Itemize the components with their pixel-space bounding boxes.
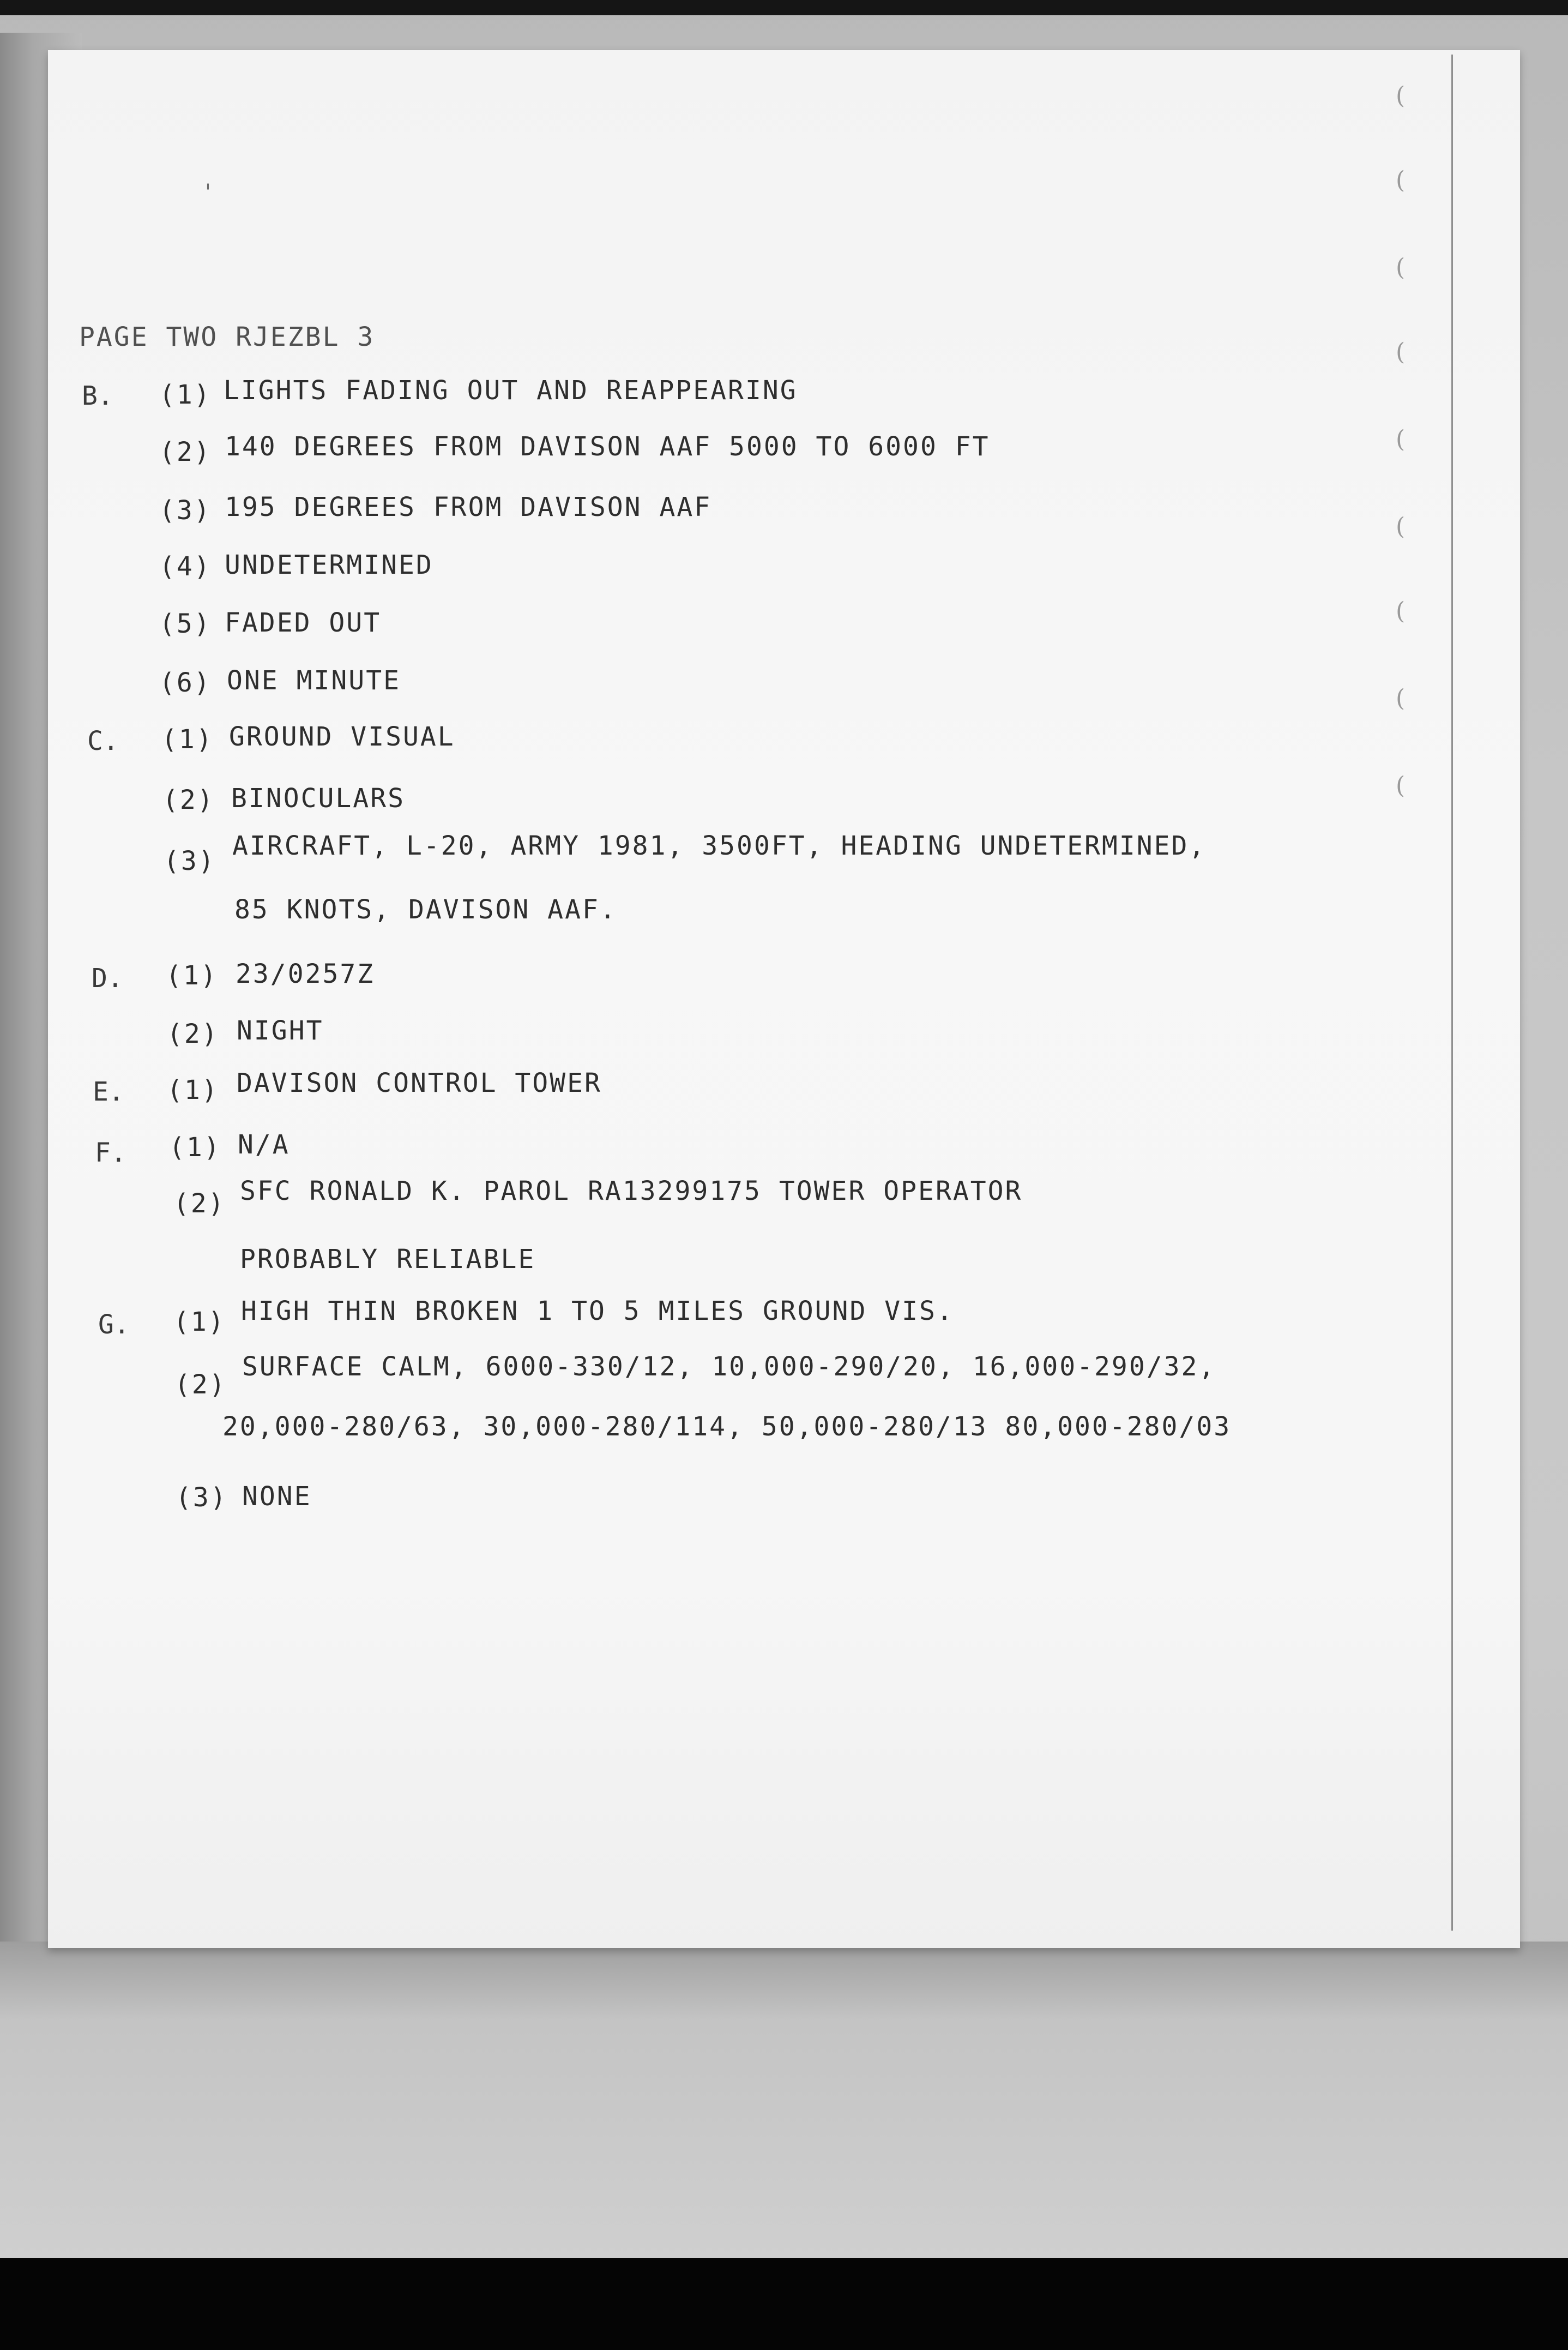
margin-mark: ( xyxy=(1396,82,1406,110)
margin-mark: ( xyxy=(1396,338,1406,366)
item-f2-number: (2) xyxy=(173,1188,226,1219)
section-letter-g: G. xyxy=(98,1309,130,1340)
item-g3-number: (3) xyxy=(176,1482,228,1513)
section-letter-f: F. xyxy=(95,1138,126,1168)
item-c3-text: AIRCRAFT, L-20, ARMY 1981, 3500FT, HEADING UNDETERMINED, xyxy=(232,831,1207,861)
item-g2-number: (2) xyxy=(174,1369,227,1400)
stray-pencil-mark: ' xyxy=(205,180,211,205)
item-b3-number: (3) xyxy=(159,495,212,526)
film-border-bottom xyxy=(0,2258,1568,2350)
margin-mark: ( xyxy=(1396,597,1406,625)
item-f2-continuation: PROBABLY RELIABLE xyxy=(240,1244,536,1275)
item-d2-number: (2) xyxy=(167,1019,219,1049)
item-c1-number: (1) xyxy=(161,724,214,755)
item-b2-number: (2) xyxy=(159,437,212,467)
margin-mark: ( xyxy=(1396,425,1406,453)
item-f2-text: SFC RONALD K. PAROL RA13299175 TOWER OPERATOR xyxy=(240,1176,1023,1206)
item-g1-number: (1) xyxy=(173,1307,226,1337)
item-b5-text: FADED OUT xyxy=(225,608,382,638)
item-c3-number: (3) xyxy=(164,846,216,876)
film-surround-bottom xyxy=(0,1942,1568,2258)
item-c3-continuation: 85 KNOTS, DAVISON AAF. xyxy=(234,894,617,925)
item-b1-text: LIGHTS FADING OUT AND REAPPEARING xyxy=(224,375,798,406)
margin-mark: ( xyxy=(1396,772,1406,800)
page-margin-rule xyxy=(1451,55,1453,1931)
item-b5-number: (5) xyxy=(159,609,212,639)
section-letter-e: E. xyxy=(93,1077,124,1107)
item-g2-text: SURFACE CALM, 6000-330/12, 10,000-290/20, 16,000-290/32, xyxy=(242,1351,1216,1382)
item-b3-text: 195 DEGREES FROM DAVISON AAF xyxy=(225,492,712,522)
item-d1-text: 23/0257Z xyxy=(236,959,375,989)
item-e1-text: DAVISON CONTROL TOWER xyxy=(237,1068,602,1098)
section-letter-b: B. xyxy=(82,381,113,411)
item-b1-number: (1) xyxy=(159,380,212,410)
section-letter-d: D. xyxy=(92,963,123,994)
item-f1-text: N/A xyxy=(238,1129,290,1160)
item-b2-text: 140 DEGREES FROM DAVISON AAF 5000 TO 6000 FT xyxy=(225,431,990,462)
film-border-top xyxy=(0,0,1568,15)
item-c2-text: BINOCULARS xyxy=(231,783,405,814)
item-g2-continuation: 20,000-280/63, 30,000-280/114, 50,000-280/13 80,000-280/03 xyxy=(222,1411,1232,1442)
item-g1-text: HIGH THIN BROKEN 1 TO 5 MILES GROUND VIS. xyxy=(241,1296,954,1326)
margin-mark: ( xyxy=(1396,513,1406,540)
item-c2-number: (2) xyxy=(162,785,215,815)
item-b6-text: ONE MINUTE xyxy=(227,665,401,696)
margin-mark: ( xyxy=(1396,166,1406,194)
margin-mark: ( xyxy=(1396,684,1406,712)
item-b6-number: (6) xyxy=(159,668,212,698)
item-g3-text: NONE xyxy=(242,1481,312,1512)
item-e1-number: (1) xyxy=(167,1075,219,1105)
page-header: PAGE TWO RJEZBL 3 xyxy=(79,322,375,352)
item-b4-text: UNDETERMINED xyxy=(225,550,433,580)
margin-mark: ( xyxy=(1396,254,1406,281)
item-c1-text: GROUND VISUAL xyxy=(229,722,455,752)
item-d1-number: (1) xyxy=(166,960,218,991)
item-b4-number: (4) xyxy=(159,551,212,582)
section-letter-c: C. xyxy=(87,726,119,756)
item-d2-text: NIGHT xyxy=(237,1015,324,1046)
item-f1-number: (1) xyxy=(169,1132,221,1163)
